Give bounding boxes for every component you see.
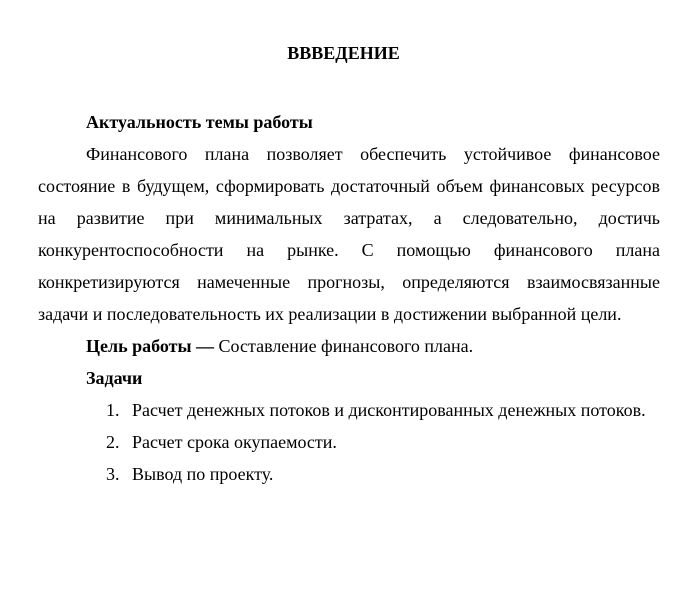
tasks-list	[38, 394, 660, 490]
task-number: 1.	[106, 400, 120, 420]
tasks-heading: Задачи	[86, 368, 143, 388]
document-title: ВВВЕДЕНИЕ	[287, 43, 400, 63]
task-item	[38, 426, 660, 458]
document-body	[38, 106, 660, 490]
goal-line	[38, 330, 660, 362]
task-number: 2.	[106, 432, 120, 452]
task-item	[38, 394, 660, 426]
goal-label: Цель работы —	[86, 336, 215, 356]
task-text: Расчет денежных потоков и дисконтированных денежных потоков.	[132, 400, 646, 420]
task-text: Расчет срока окупаемости.	[132, 432, 337, 452]
task-number: 3.	[106, 464, 120, 484]
goal-text: Составление финансового плана.	[214, 336, 474, 356]
relevance-paragraph: Финансового плана позволяет обеспечить устойчивое финансовое состояние в будущем, сформировать достаточный объем финансовых ресурсов на развитие при минимальных затратах, а следовательно, достичь конкурентоспособности на рынке. С помощью финансового плана конкретизируются намеченные прогнозы, определяются взаимосвязанные задачи и последовательность их реализации в достижении выбранной цели.	[38, 144, 660, 324]
task-item	[38, 458, 660, 490]
task-text: Вывод по проекту.	[132, 464, 274, 484]
relevance-heading: Актуальность темы работы	[86, 112, 313, 132]
